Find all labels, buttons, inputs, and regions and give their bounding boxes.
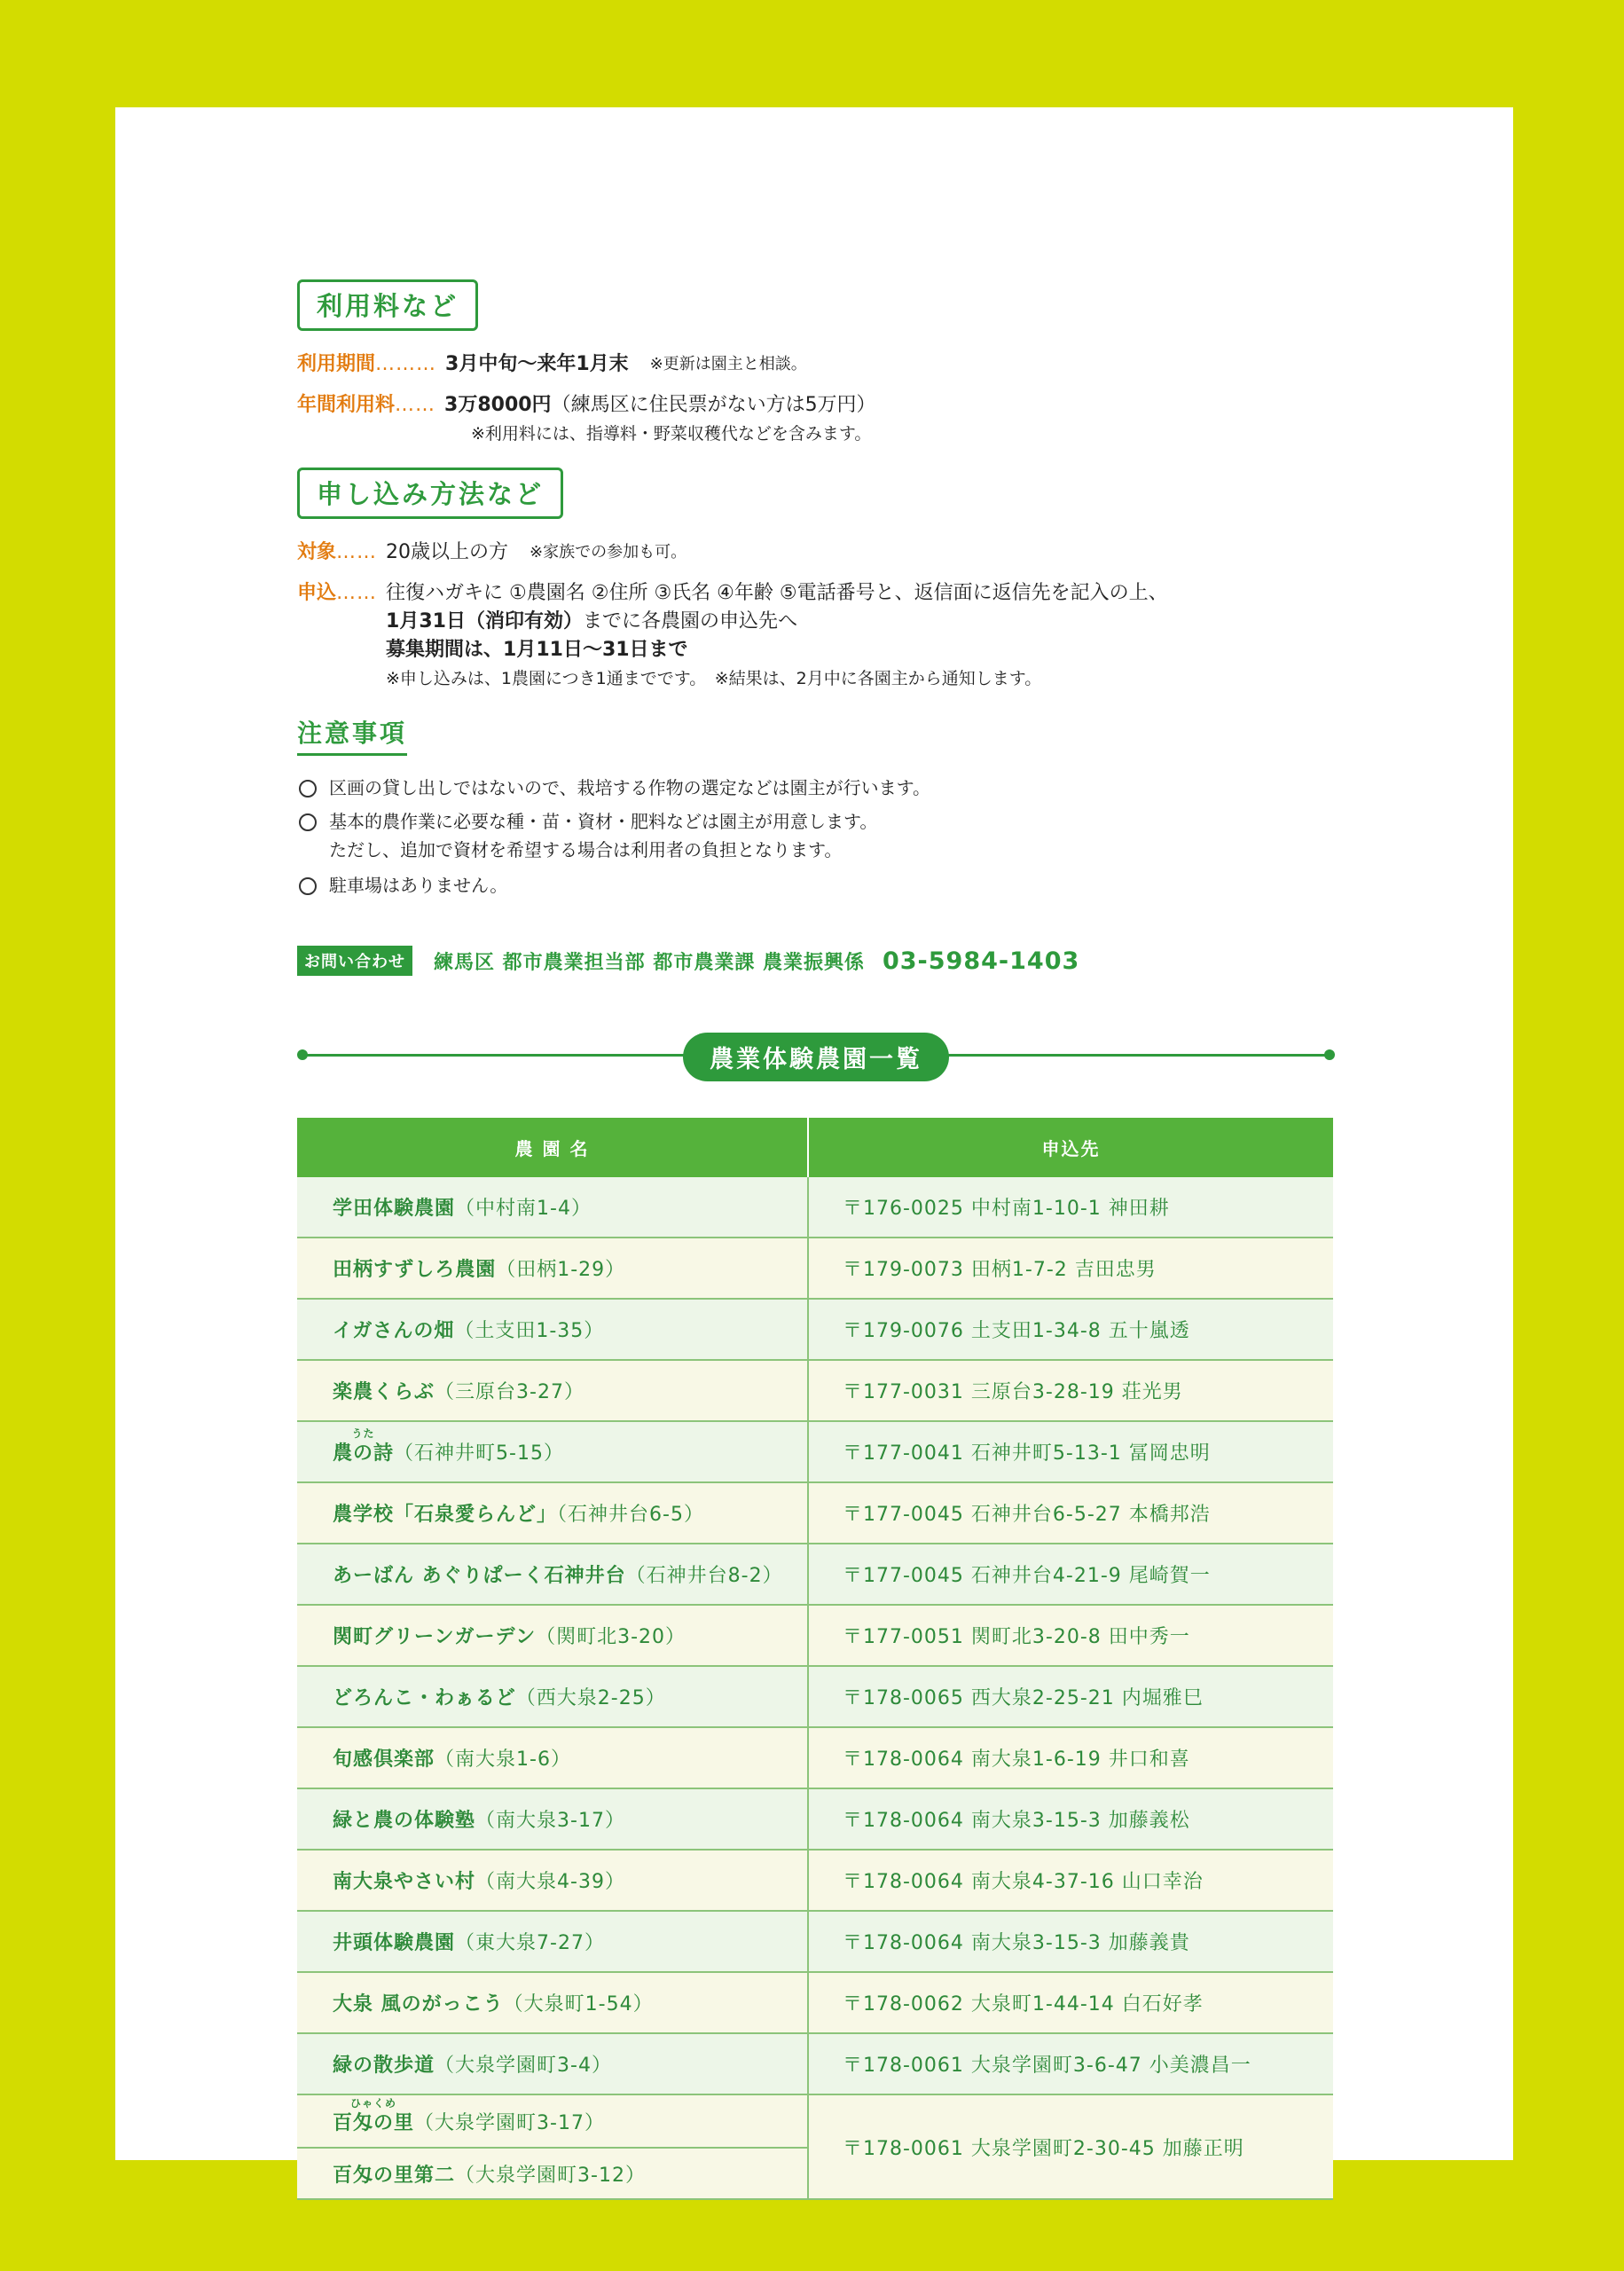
farm-name-cell: 緑と農の体験塾（南大泉3-17） xyxy=(297,1788,808,1850)
target-value: 20歳以上の方 xyxy=(386,541,509,563)
farm-name-cell: イガさんの畑（土支田1-35） xyxy=(297,1299,808,1360)
method-body xyxy=(386,579,1168,693)
farm-addr-cell: 〒177-0045 石神井台6-5-27 本橋邦浩 xyxy=(808,1482,1333,1544)
farm-name-cell: 南大泉やさい村（南大泉4-39） xyxy=(297,1850,808,1911)
table-row xyxy=(297,1972,1333,2033)
fee-note: ※利用料には、指導料・野菜収穫代などを含みます。 xyxy=(471,424,872,444)
fees-section xyxy=(297,279,1335,448)
method-period: 募集期間は、1月11日～31日まで xyxy=(386,639,688,661)
farm-list-title: 農業体験農園一覧 xyxy=(683,1033,949,1081)
apply-heading: 申し込み方法など xyxy=(297,468,563,519)
farm-addr-cell: 〒179-0076 土支田1-34-8 五十嵐透 xyxy=(808,1299,1333,1360)
table-header-row xyxy=(297,1118,1333,1177)
contact-row xyxy=(297,946,1335,976)
notes-item xyxy=(297,871,1335,900)
circle-icon xyxy=(299,877,317,895)
apply-section xyxy=(297,468,1335,693)
table-row xyxy=(297,2033,1333,2094)
farm-name-cell: どろんこ・わぁるど（西大泉2-25） xyxy=(297,1666,808,1727)
notes-section xyxy=(297,714,1335,900)
notes-item-text: 区画の貸し出しではないので、栽培する作物の選定などは園主が行います。 xyxy=(329,777,930,798)
table-row xyxy=(297,1911,1333,1972)
table-row xyxy=(297,1850,1333,1911)
fee-value-note: （練馬区に住民票がない方は5万円） xyxy=(551,394,876,416)
fee-dots: …… xyxy=(395,394,436,416)
divider-dot-icon xyxy=(297,1049,308,1060)
period-row xyxy=(297,350,1335,379)
target-note: ※家族での参加も可。 xyxy=(530,543,687,562)
contact-dept: 練馬区 都市農業担当部 都市農業課 農業振興係 xyxy=(434,951,865,974)
method-line1: 往復ハガキに ①農園名 ②住所 ③氏名 ④年齢 ⑤電話番号と、返信面に返信先を記入の上、 xyxy=(386,582,1168,604)
farm-addr-cell: 〒178-0064 南大泉1-6-19 井口和喜 xyxy=(808,1727,1333,1788)
farm-name-cell: あーばん あぐりぱーく石神井台（石神井台8-2） xyxy=(297,1544,808,1605)
table-row xyxy=(297,1299,1333,1360)
method-deadline: 1月31日（消印有効） xyxy=(386,610,583,633)
col-name-header: 農 園 名 xyxy=(297,1118,808,1177)
fee-row xyxy=(297,391,1335,420)
table-row xyxy=(297,1666,1333,1727)
contact-tel[interactable]: 03-5984-1403 xyxy=(882,947,1080,975)
farm-name-cell: 楽農くらぶ（三原台3-27） xyxy=(297,1360,808,1421)
table-row xyxy=(297,2094,1333,2148)
target-row xyxy=(297,538,1335,567)
farm-addr-cell: 〒176-0025 中村南1-10-1 神田耕 xyxy=(808,1177,1333,1238)
farm-table xyxy=(297,1118,1333,2200)
farm-addr-cell: 〒178-0064 南大泉3-15-3 加藤義松 xyxy=(808,1788,1333,1850)
method-note: ※申し込みは、1農園につき1通までです。 ※結果は、2月中に各園主から通知します。 xyxy=(386,669,1042,688)
farm-name-cell: 農学校「石泉愛らんど」（石神井台6-5） xyxy=(297,1482,808,1544)
notes-heading: 注意事項 xyxy=(297,714,407,756)
farm-addr-cell: 〒178-0062 大泉町1-44-14 白石好孝 xyxy=(808,1972,1333,2033)
circle-icon xyxy=(299,780,317,798)
notes-item-text: 基本的農作業に必要な種・苗・資材・肥料などは園主が用意します。 xyxy=(329,811,878,832)
fees-heading: 利用料など xyxy=(297,279,478,331)
table-row xyxy=(297,1605,1333,1666)
farm-name-cell: 百匁の里第二（大泉学園町3-12） xyxy=(297,2148,808,2199)
table-row xyxy=(297,1360,1333,1421)
content xyxy=(297,171,1335,2200)
farm-addr-cell: 〒178-0065 西大泉2-25-21 内堀雅巳 xyxy=(808,1666,1333,1727)
method-dots: …… xyxy=(336,582,378,604)
table-row xyxy=(297,1421,1333,1482)
farm-name-cell: 学田体験農園（中村南1-4） xyxy=(297,1177,808,1238)
farm-addr-cell: 〒177-0041 石神井町5-13-1 冨岡忠明 xyxy=(808,1421,1333,1482)
method-label: 申込 xyxy=(297,582,337,604)
farm-name-cell: うた 農の詩（石神井町5-15） xyxy=(297,1421,808,1482)
target-dots: …… xyxy=(336,541,378,563)
farm-addr-cell: 〒178-0064 南大泉4-37-16 山口幸治 xyxy=(808,1850,1333,1911)
divider-dot-icon xyxy=(1324,1049,1335,1060)
farm-addr-cell: 〒178-0061 大泉学園町2-30-45 加藤正明 xyxy=(808,2094,1333,2199)
method-line2 xyxy=(386,608,1168,636)
page xyxy=(115,107,1513,2187)
notes-list xyxy=(297,774,1335,900)
farm-name-cell: 大泉 風のがっこう（大泉町1-54） xyxy=(297,1972,808,2033)
farm-name-cell: 井頭体験農園（東大泉7-27） xyxy=(297,1911,808,1972)
table-row xyxy=(297,1544,1333,1605)
farm-addr-cell: 〒178-0061 大泉学園町3-6-47 小美濃昌一 xyxy=(808,2033,1333,2094)
farm-name-cell: ひゃくめ 百匁の里（大泉学園町3-17） xyxy=(297,2094,808,2148)
notes-item xyxy=(297,807,1335,864)
farm-list-title-row xyxy=(297,1029,1335,1082)
notes-item-subtext: ただし、追加で資材を希望する場合は利用者の負担となります。 xyxy=(329,839,843,860)
period-note: ※更新は園主と相談。 xyxy=(649,355,807,373)
farm-name-cell: 旬感倶楽部（南大泉1-6） xyxy=(297,1727,808,1788)
target-label: 対象 xyxy=(297,541,337,563)
ruby-reading: うた xyxy=(351,1427,375,1440)
table-row xyxy=(297,1482,1333,1544)
farm-addr-cell: 〒179-0073 田柄1-7-2 吉田忠男 xyxy=(808,1238,1333,1299)
col-apply-header: 申込先 xyxy=(808,1118,1333,1177)
table-row xyxy=(297,1177,1333,1238)
notes-item xyxy=(297,774,1335,802)
fee-label: 年間利用料 xyxy=(297,394,396,416)
contact-label: お問い合わせ xyxy=(297,946,412,976)
table-row xyxy=(297,1727,1333,1788)
notes-item-body xyxy=(329,807,877,864)
notes-item-text: 駐車場はありません。 xyxy=(329,875,508,896)
farm-addr-cell: 〒177-0051 関町北3-20-8 田中秀一 xyxy=(808,1605,1333,1666)
method-row xyxy=(297,579,1335,693)
period-label: 利用期間 xyxy=(297,353,376,375)
farm-name-cell: 田柄すずしろ農園（田柄1-29） xyxy=(297,1238,808,1299)
table-row xyxy=(297,1238,1333,1299)
ruby-reading: ひゃくめ xyxy=(349,2096,397,2110)
farm-addr-cell: 〒177-0045 石神井台4-21-9 尾崎賀一 xyxy=(808,1544,1333,1605)
farm-name-cell: 緑の散歩道（大泉学園町3-4） xyxy=(297,2033,808,2094)
farm-addr-cell: 〒177-0031 三原台3-28-19 荘光男 xyxy=(808,1360,1333,1421)
fee-value-wrap xyxy=(444,391,876,420)
table-row xyxy=(297,1788,1333,1850)
farm-name-cell: 関町グリーンガーデン（関町北3-20） xyxy=(297,1605,808,1666)
circle-icon xyxy=(299,813,317,831)
fee-value: 3万8000円 xyxy=(444,394,552,416)
period-value: 3月中旬～来年1月末 xyxy=(445,353,629,375)
farm-addr-cell: 〒178-0064 南大泉3-15-3 加藤義貴 xyxy=(808,1911,1333,1972)
period-dots: ……… xyxy=(375,353,437,375)
method-deadline-tail: までに各農園の申込先へ xyxy=(582,610,797,633)
